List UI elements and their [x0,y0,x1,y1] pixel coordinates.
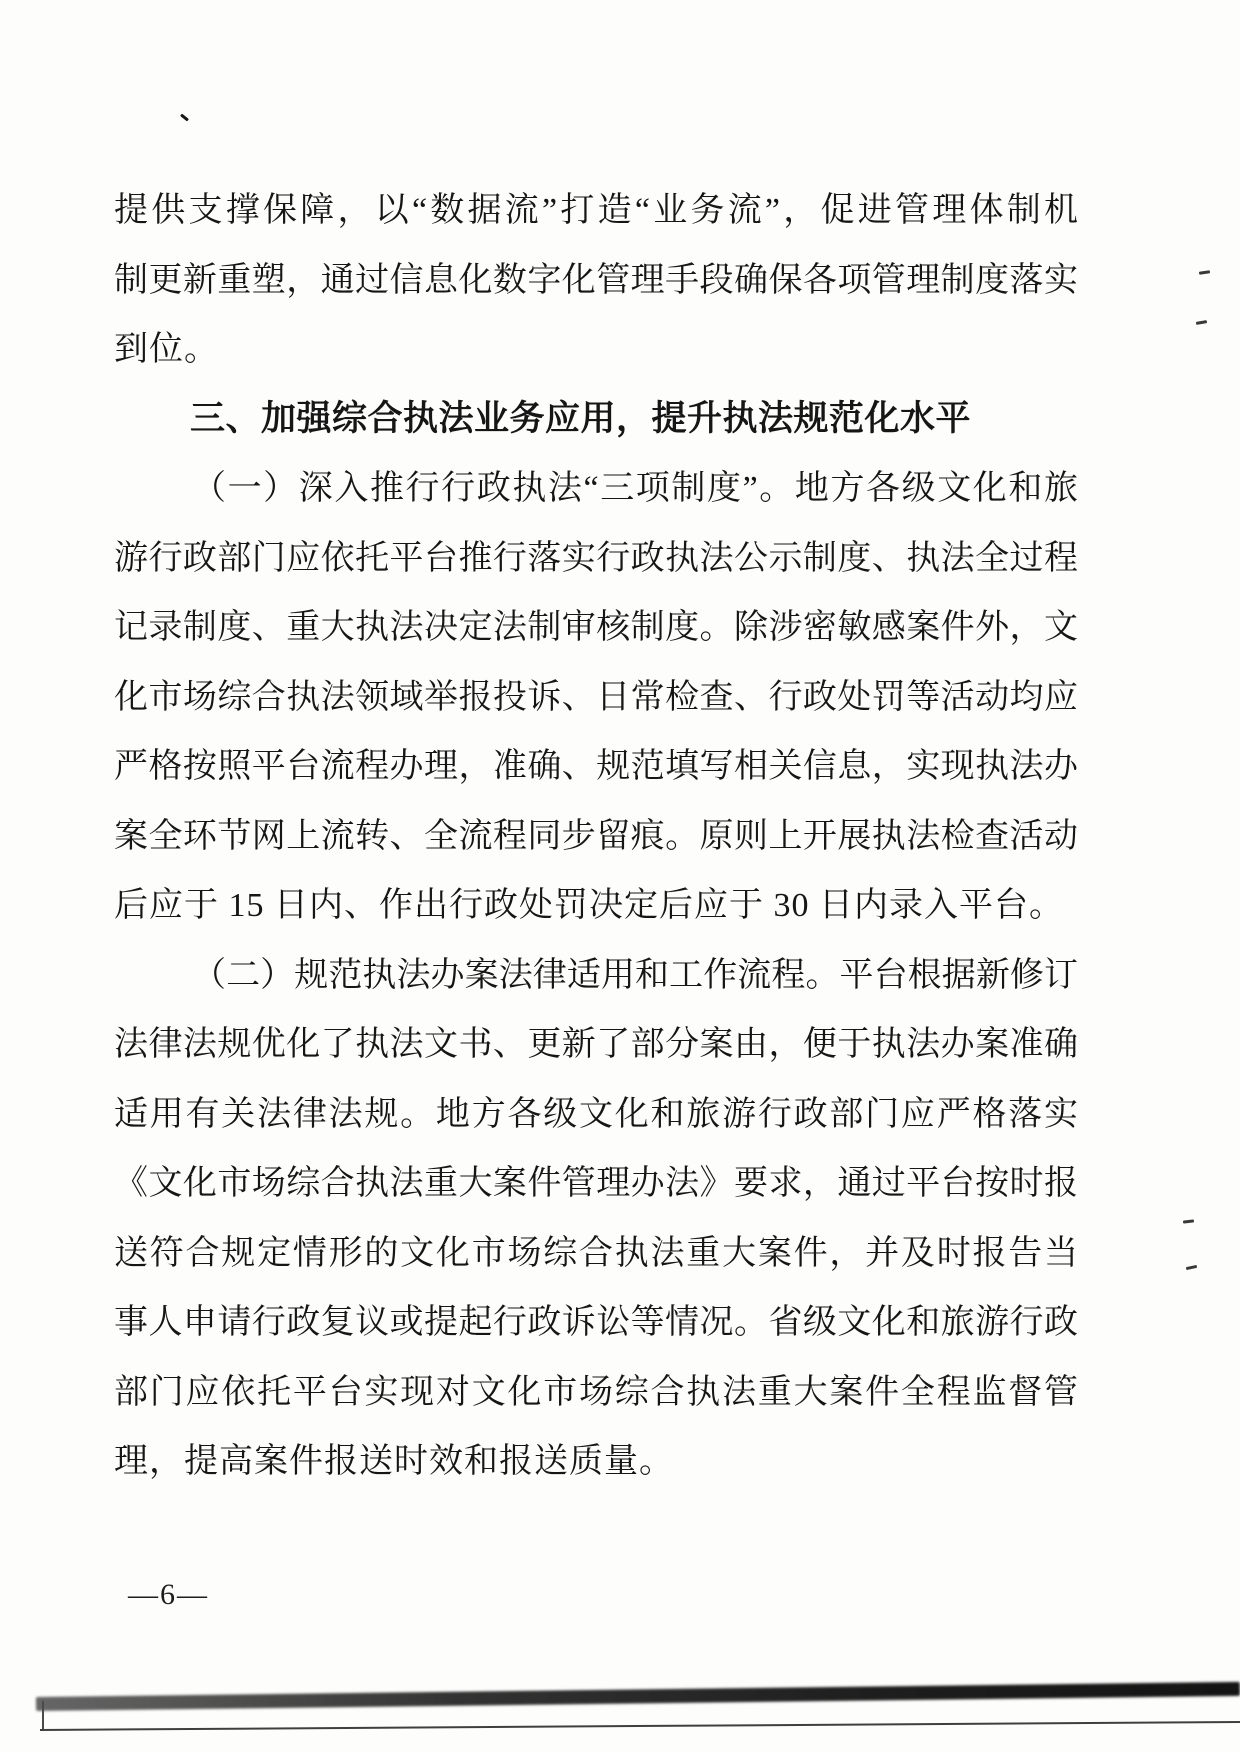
text-line: 到位。 [114,331,219,368]
text-line: 送符合规定情形的文化市场综合执法重大案件，并及时报告当 [114,1234,1078,1272]
text-line: 游行政部门应依托平台推行落实行政执法公示制度、执法全过程 [114,539,1078,577]
scan-edge-line-artifact [40,1721,1240,1731]
document-body [114,176,1078,1497]
scan-dash-artifact [1196,320,1207,325]
scan-edge-corner-artifact [42,1701,44,1731]
text-line: 记录制度、重大执法决定法制审核制度。除涉密敏感案件外，文 [114,609,1078,646]
text-line: 案全环节网上流转、全流程同步留痕。原则上开展执法检查活动 [114,817,1078,855]
text-line: 部门应依托平台实现对文化市场综合执法重大案件全程监督管 [114,1373,1078,1411]
scan-dash-artifact [1186,1265,1197,1270]
page-number: —6— [128,1578,209,1611]
text-line: 《文化市场综合执法重大案件管理办法》要求，通过平台按时报 [114,1165,1078,1202]
scan-edge-band-artifact [36,1682,1240,1711]
text-line: 适用有关法律法规。地方各级文化和旅游行政部门应严格落实 [114,1095,1078,1133]
scan-speck-artifact [180,114,189,122]
scan-dash-artifact [1183,1219,1194,1223]
text-line: 理，提高案件报送时效和报送质量。 [114,1443,674,1480]
text-line: 法律法规优化了执法文书、更新了部分案由，便于执法办案准确 [114,1026,1078,1063]
text-line: 制更新重塑，通过信息化数字化管理手段确保各项管理制度落实 [114,261,1078,299]
text-line: （一）深入推行行政执法“三项制度”。地方各级文化和旅 [192,470,1078,507]
text-line: 化市场综合执法领域举报投诉、日常检查、行政处罚等活动均应 [114,678,1078,716]
scan-dash-artifact [1199,270,1210,275]
text-line: 事人申请行政复议或提起行政诉讼等情况。省级文化和旅游行政 [114,1304,1078,1341]
text-line: 提供支撑保障，以“数据流”打造“业务流”，促进管理体制机 [114,192,1078,229]
text-line: 后应于 15 日内、作出行政处罚决定后应于 30 日内录入平台。 [114,887,1064,924]
section-heading: 三、加强综合执法业务应用，提升执法规范化水平 [190,398,972,439]
text-line: 严格按照平台流程办理，准确、规范填写相关信息，实现执法办 [114,748,1078,785]
text-line: （二）规范执法办案法律适用和工作流程。平台根据新修订 [192,956,1078,994]
